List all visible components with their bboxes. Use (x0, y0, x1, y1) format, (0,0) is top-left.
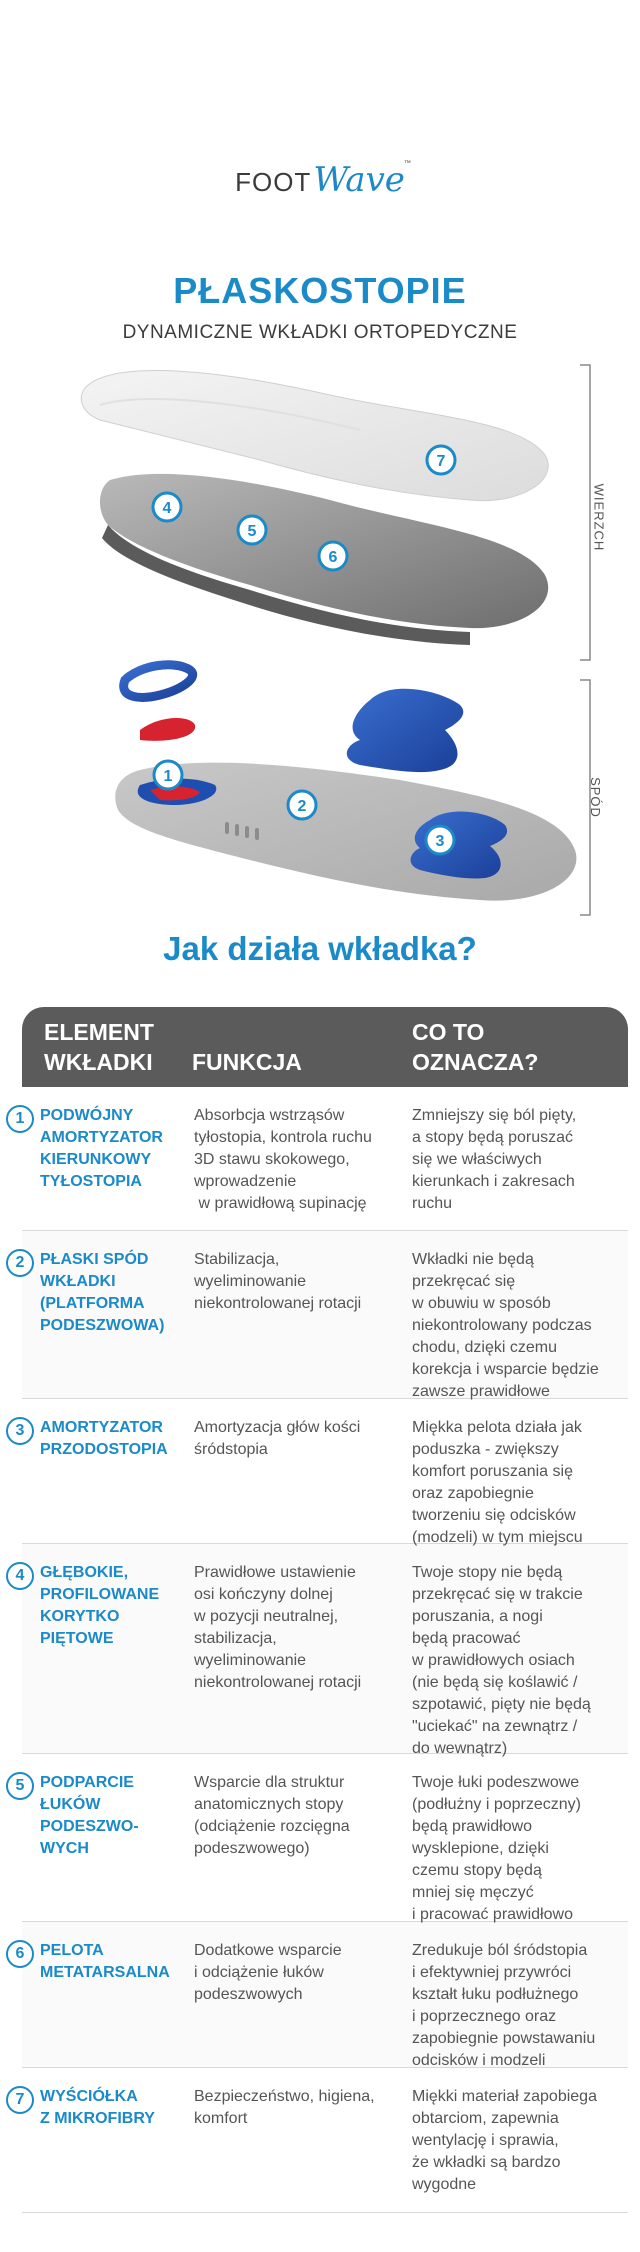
marker-3 (426, 826, 454, 854)
marker-2-text: 2 (297, 798, 307, 815)
marker-4 (153, 493, 181, 521)
cell-element (15, 2068, 192, 2212)
cell-element (15, 1754, 192, 1921)
page-title: PŁASKOSTOPIE (173, 270, 467, 311)
element-name: PŁASKI SPÓD WKŁADKI (PLATFORMA PODESZWOWA) (40, 1251, 165, 1334)
section-title: Jak działa wkładka? (163, 930, 477, 967)
header-meaning-line2: OZNACZA? (412, 1049, 539, 1075)
cell-meaning: Miękki materiał zapobiega obtarciom, zapewnia wentylację i sprawia, że wkładki są bardzo wygodne (412, 2088, 597, 2193)
forefoot-pad-floating (347, 689, 463, 772)
marker-7-text: 7 (436, 453, 446, 470)
table-header (22, 1007, 628, 1087)
header-element-line2: WKŁADKI (44, 1049, 153, 1075)
element-name: PODPARCIE ŁUKÓW PODESZWO- WYCH (40, 1774, 139, 1857)
row-number-badge: 5 (6, 1772, 34, 1800)
table-row (15, 1399, 628, 1546)
row-number-badge: 7 (6, 2086, 34, 2114)
brand-wave: Wave (313, 160, 405, 200)
header-element (22, 1007, 192, 1087)
table-row (15, 2068, 628, 2213)
row-number-badge: 4 (6, 1562, 34, 1590)
table-row (15, 1754, 628, 1923)
cell-function: Prawidłowe ustawienie osi kończyny dolnej w pozycji neutralnej, stabilizacja, wyeliminowanie niekontrolowanej rotacji (194, 1564, 362, 1691)
label-spod: SPÓD (587, 777, 603, 818)
bottom-base-layer (115, 763, 576, 901)
features-table (15, 1007, 628, 2213)
header-element-line1: ELEMENT (44, 1019, 154, 1045)
brand-logo (0, 160, 640, 200)
cell-meaning: Wkładki nie będą przekręcać się w obuwiu w sposób niekontrolowany podczas chodu, dzięki czemu korekcja i wsparcie będzie zawsze prawidłowe (412, 1251, 599, 1400)
marker-6-text: 6 (328, 549, 338, 566)
header-function-label: FUNKCJA (192, 1049, 302, 1075)
marker-5 (238, 516, 266, 544)
marker-5-text: 5 (247, 523, 257, 540)
cell-meaning: Miękka pelota działa jak poduszka - zwiększy komfort poruszania się oraz zapobiegnie tworzeniu się odcisków (modzeli) w tym miejscu (412, 1419, 583, 1546)
cell-meaning: Zredukuje ból śródstopia i efektywniej przywróci kształt łuku podłużnego i poprzecznego oraz zapobiegnie powstawaniu odcisków i modzeli (412, 1942, 596, 2069)
table-body (15, 1087, 628, 2213)
marker-7 (427, 446, 455, 474)
marker-6 (319, 542, 347, 570)
table-row (15, 1922, 628, 2069)
element-name: PODWÓJNY AMORTYZATOR KIERUNKOWY TYŁOSTOPIA (40, 1107, 163, 1190)
element-name: GŁĘBOKIE, PROFILOWANE KORYTKO PIĘTOWE (40, 1564, 160, 1647)
brand-tm: ™ (403, 160, 411, 167)
cell-element (15, 1922, 192, 2067)
brand-foot: FOOT (235, 167, 312, 197)
marker-3-text: 3 (435, 833, 445, 850)
cell-element (15, 1544, 192, 1753)
cell-function: Dodatkowe wsparcie i odciążenie łuków podeszwowych (194, 1942, 342, 2003)
table-row (15, 1087, 628, 1231)
page-subtitle: DYNAMICZNE WKŁADKI ORTOPEDYCZNE (122, 322, 518, 343)
cell-meaning: Twoje łuki podeszwowe (podłużny i poprzeczny) będą prawidłowo wysklepione, dzięki czemu stopy będą mniej się męczyć i pracować prawidłowo (412, 1774, 581, 1923)
row-number-badge: 2 (6, 1249, 34, 1277)
cell-element (15, 1087, 192, 1230)
heel-cup-shell (124, 665, 196, 741)
cell-meaning: Zmniejszy się ból pięty, a stopy będą poruszać się we właściwych kierunkach i zakresach ruchu (412, 1107, 577, 1212)
row-number-badge: 6 (6, 1940, 34, 1968)
element-name: WYŚCIÓŁKA Z MIKROFIBRY (40, 2088, 155, 2127)
element-name: PELOTA METATARSALNA (40, 1942, 170, 1981)
table-row (15, 1231, 628, 1400)
bracket-top (580, 365, 590, 660)
cell-function: Amortyzacja głów kości śródstopia (194, 1419, 361, 1458)
marker-1 (154, 761, 182, 789)
cell-function: Wsparcie dla struktur anatomicznych stopy (odciążenie rozcięgna podeszwowego) (194, 1774, 350, 1857)
marker-1-text: 1 (163, 768, 173, 785)
cell-function: Bezpieczeństwo, higiena, komfort (194, 2088, 375, 2127)
header-meaning-line1: CO TO (412, 1019, 485, 1045)
row-number-badge: 1 (6, 1105, 34, 1133)
insole-layers-svg (0, 360, 640, 920)
element-name: AMORTYZATOR PRZODOSTOPIA (40, 1419, 168, 1458)
cell-meaning: Twoje stopy nie będą przekręcać się w trakcie poruszania, a nogi będą pracować w prawidłowych osiach (nie będą się koślawić / szpotawić, pięty nie będą "uciekać" na zewnątrz / do wewnątrz) (412, 1564, 591, 1757)
row-number-badge: 3 (6, 1417, 34, 1445)
marker-4-text: 4 (162, 500, 172, 517)
insole-illustration (0, 360, 640, 920)
cell-function: Absorbcja wstrząsów tyłostopia, kontrola ruchu 3D stawu skokowego, wprowadzenie w prawidłową supinację (194, 1107, 372, 1212)
marker-2 (288, 791, 316, 819)
header-function (192, 1007, 412, 1087)
label-wierzch: WIERZCH (591, 483, 607, 552)
cell-element (15, 1399, 192, 1543)
cell-element (15, 1231, 192, 1398)
cell-function: Stabilizacja, wyeliminowanie niekontrolowanej rotacji (194, 1251, 362, 1312)
table-row (15, 1544, 628, 1757)
header-meaning (412, 1007, 628, 1087)
